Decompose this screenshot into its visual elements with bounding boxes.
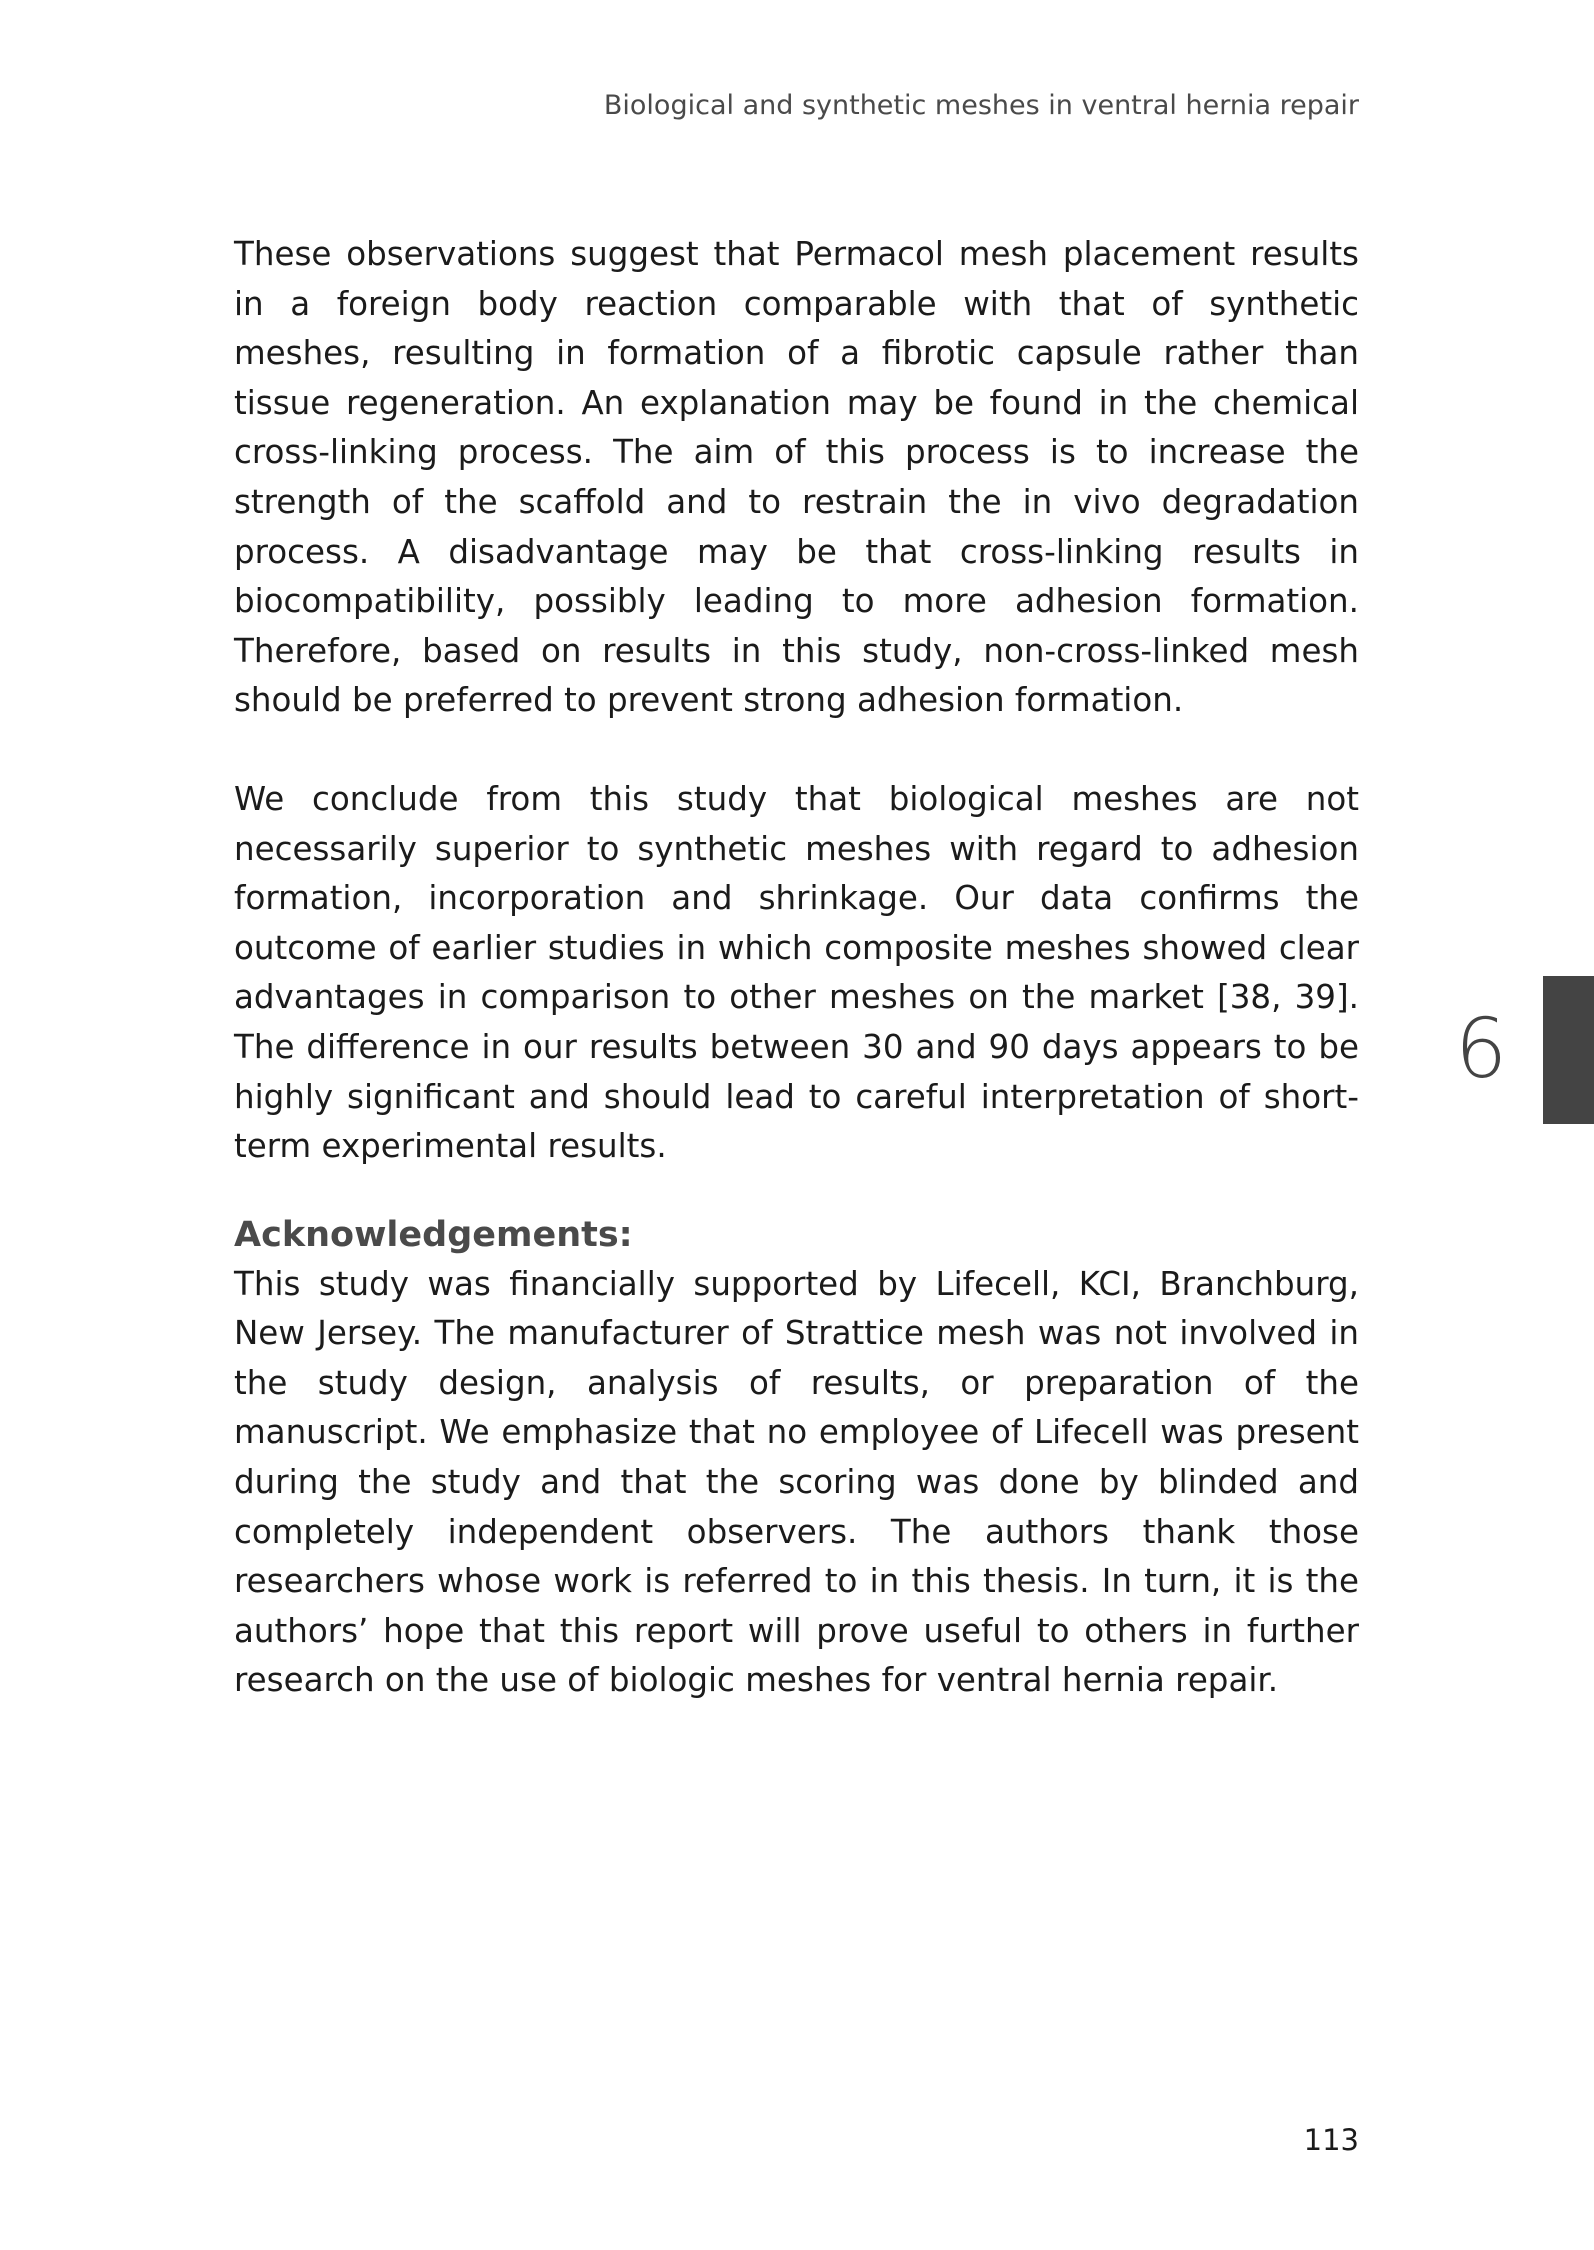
body-paragraph-2: We conclude from this study that biological meshes are not necessarily superior to synthetic meshes with regard to adhesion formation, incorporation and shrinkage. Our data confirms the outcome of earlier studies in which composite meshes showed clear advantages in comparison to other meshes on the market [38, 39]. The difference in our results between 30 and 90 days appears to be highly significant and should lead to careful interpretation of short-term experimental results.: [234, 779, 1359, 1166]
chapter-thumb-tab: [1543, 976, 1594, 1124]
acknowledgements-paragraph: This study was financially supported by Lifecell, KCI, Branchburg, New Jersey. The manufacturer of Strattice mesh was not involved in the study design, analysis of results, or preparation of the manuscript. We emphasize that no employee of Lifecell was present during the study and that the scoring was done by blinded and completely independent observers. The authors thank those researchers whose work is referred to in this thesis. In turn, it is the authors’ hope that this report will prove useful to others in further research on the use of biologic meshes for ventral hernia repair.: [234, 1264, 1359, 1700]
page-number: 113: [1303, 2123, 1359, 2157]
page-body: [234, 230, 1359, 1706]
body-paragraph-1: These observations suggest that Permacol mesh placement results in a foreign body reaction comparable with that of synthetic meshes, resulting in formation of a fibrotic capsule rather than tissue regeneration. An explanation may be found in the chemical cross-linking process. The aim of this process is to increase the strength of the scaffold and to restrain the in vivo degradation process. A disadvantage may be that cross-linking results in biocompatibility, possibly leading to more adhesion formation. Therefore, based on results in this study, non-cross-linked mesh should be preferred to prevent strong adhesion formation.: [234, 235, 1359, 720]
chapter-number: 6: [1455, 1002, 1508, 1097]
acknowledgements-heading: Acknowledgements:: [234, 1214, 633, 1255]
running-header: Biological and synthetic meshes in ventral hernia repair: [603, 90, 1359, 121]
